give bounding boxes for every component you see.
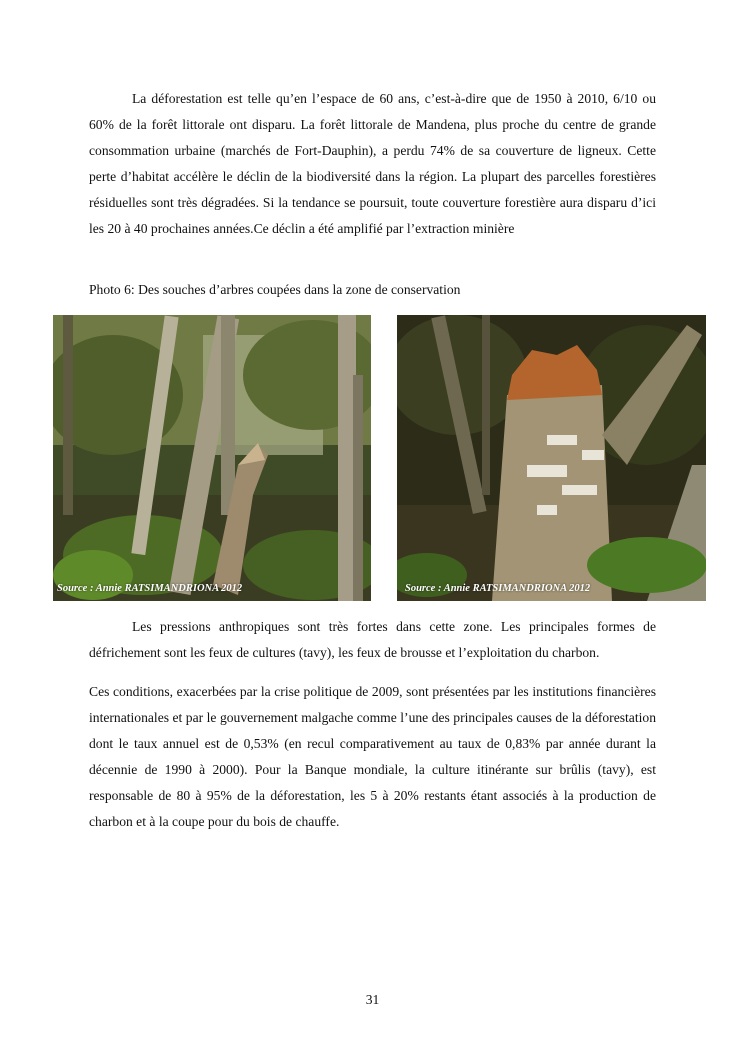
photo-credit-left: Source : Annie RATSIMANDRIONA 2012	[57, 583, 243, 594]
paragraph-conditions: Ces conditions, exacerbées par la crise politique de 2009, sont présentées par les institutions financières internationales et par le gouvernement malgache comme l’une des principales causes de la déforestation dont le taux annuel est de 0,53% (en recul comparativement au taux de 0,83% par année durant la décennie de 1990 à 2000). Pour la Banque mondiale, la culture itinérante sur brûlis (tavy), est responsable de 80 à 95% de la déforestation, les 5 à 20% restants étant associés à la production de charbon et à la coupe pour du bois de chauffe.	[89, 684, 656, 829]
cut-tree-photo-illustration	[397, 315, 706, 601]
photo-caption: Photo 6: Des souches d’arbres coupées dans la zone de conservation	[89, 282, 461, 297]
photo-cut-tree	[397, 315, 706, 601]
paragraph-deforestation: La déforestation est telle qu’en l’espace de 60 ans, c’est-à-dire que de 1950 à 2010, 6/10 ou 60% de la forêt littorale ont disparu. La forêt littorale de Mandena, plus proche du centre de grande consommation urbaine (marchés de Fort-Dauphin), a perdu 74% de sa couverture de ligneux. Cette perte d’habitat accélère le déclin de la biodiversité dans la région. La plupart des parcelles forestières résiduelles sont très dégradées. Si la tendance se poursuit, toute couverture forestière aura disparu d’ici les 20 à 40 prochaines années.Ce déclin a été amplifié par l’extraction minière	[89, 91, 656, 236]
paragraph-pressures: Les pressions anthropiques sont très fortes dans cette zone. Les principales formes de défrichement sont les feux de cultures (tavy), les feux de brousse et l’exploitation du charbon.	[89, 619, 656, 660]
photo-credit-right: Source : Annie RATSIMANDRIONA 2012	[405, 583, 591, 594]
page-number: 31	[365, 992, 380, 1007]
photo-forest-stump	[53, 315, 371, 601]
forest-photo-illustration	[53, 315, 371, 601]
